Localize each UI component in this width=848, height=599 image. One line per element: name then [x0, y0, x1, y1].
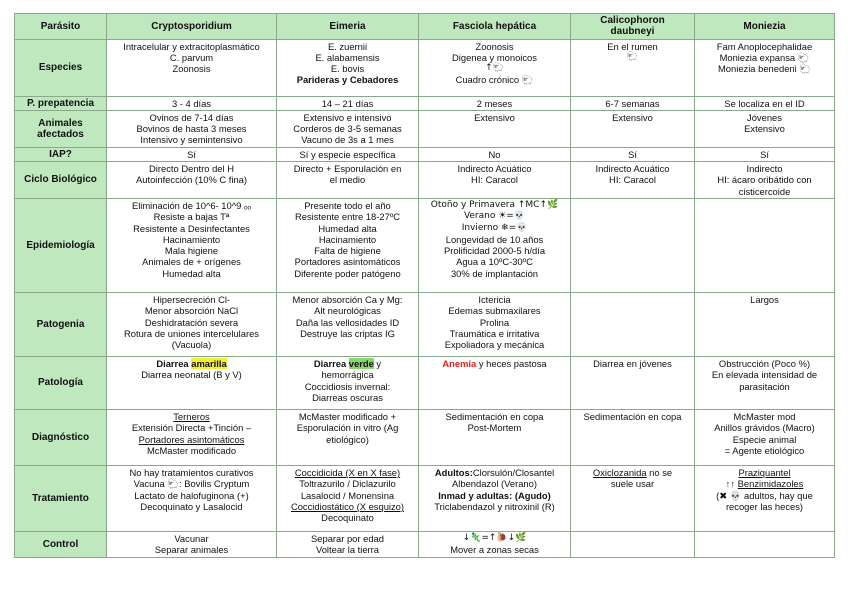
- text-line: McMaster mod: [733, 410, 796, 422]
- text-line: Vacunar: [174, 532, 209, 544]
- text-red: Anemia: [442, 357, 477, 369]
- cell-patologia-calicophoron: [571, 356, 695, 409]
- text-line: No hay tratamientos curativos: [129, 466, 254, 478]
- text-line: Diarrea en jóvenes: [593, 357, 672, 369]
- cell-patogenia-moniezia: [695, 292, 835, 356]
- text-line-underlined: Terneros: [173, 410, 210, 422]
- header-calicophoron-line2: daubneyi: [610, 26, 655, 38]
- cell-iap-fasciola: No: [419, 147, 571, 161]
- text-line: C. parvum: [169, 51, 214, 63]
- text-line: Deshidratación severa: [144, 316, 239, 328]
- cell-diagnostico-fasciola: [419, 409, 571, 465]
- cell-iap-eimeria: Sí y especie específica: [277, 147, 419, 161]
- text-line: Obstrucción (Poco %): [718, 357, 811, 369]
- text-line: cisticercoide: [738, 185, 791, 197]
- rowhead-diagnostico: Diagnóstico: [15, 409, 107, 465]
- text-line: [421, 358, 568, 369]
- text-fragment-underlined: Oxiclozanida: [592, 466, 647, 478]
- text-line: Intracelular y extracitoplasmático: [123, 40, 260, 52]
- cell-patologia-crypto: [107, 356, 277, 409]
- text-line: En el rumen: [607, 40, 658, 52]
- text-line: Mover a zonas secas: [450, 544, 539, 556]
- text-line: Ictericia: [478, 293, 511, 305]
- cell-diagnostico-moniezia: [695, 409, 835, 465]
- cell-epidemiologia-fasciola: [419, 198, 571, 292]
- cell-epidemiologia-eimeria: [277, 198, 419, 292]
- cell-iap-calicophoron: Sí: [571, 147, 695, 161]
- text-line: Vacuno de 3s a 1 mes: [301, 134, 394, 146]
- cell-control-eimeria: [277, 531, 419, 557]
- text-line: Zoonosis: [172, 63, 211, 75]
- parasite-table: [14, 13, 835, 558]
- text-line: Lasalocid / Monensina: [300, 489, 395, 501]
- cell-ciclo-crypto: [107, 162, 277, 199]
- text-line-bold: Inmad y adultas: (Agudo): [438, 489, 551, 501]
- text-line: E. alabamensis: [315, 51, 380, 63]
- rowhead-prepatencia: P. prepatencia: [15, 96, 107, 110]
- text-line: parasitación: [739, 380, 790, 392]
- text-line: Cuadro crónico 🐑: [455, 74, 534, 86]
- text-fragment: no se: [646, 466, 673, 478]
- text-line: E. bovis: [330, 63, 365, 75]
- text-line: Sedimentación en copa: [445, 410, 544, 422]
- text-line: Sedimentación en copa: [583, 410, 682, 422]
- rowhead-iap: IAP?: [15, 147, 107, 161]
- rowhead-ciclo: Ciclo Biológico: [15, 162, 107, 199]
- rowhead-line: Animales: [38, 117, 83, 129]
- cell-iap-crypto: Sí: [107, 147, 277, 161]
- row-especies: [15, 39, 835, 96]
- text-line-bold: Parideras y Cebadores: [296, 74, 399, 86]
- vaccine-sheep-line: Vacuna 🐑: Bovilis Cryptum: [133, 478, 250, 490]
- header-row: [15, 14, 835, 40]
- cell-prepatencia-calicophoron: 6-7 semanas: [571, 96, 695, 110]
- text-line: Eliminación de 10^6- 10^9 ₒₒ: [131, 199, 252, 211]
- double-up-arrow-icon: ↑↑: [725, 478, 738, 490]
- text-fragment: y: [373, 357, 382, 369]
- header-calicophoron: [571, 14, 695, 40]
- text-line: McMaster modificado: [146, 444, 237, 456]
- text-line: McMaster modificado +: [298, 410, 397, 422]
- header-parasito: Parásito: [15, 14, 107, 40]
- text-line: HI: ácaro oribátido con: [717, 174, 812, 186]
- text-line: [279, 358, 416, 369]
- text-line: Extensivo: [744, 123, 785, 135]
- text-line: Mala higiene: [164, 245, 219, 257]
- text-line: Triclabendazol y nitroxinil (R): [434, 500, 555, 512]
- text-line: Traumática e irritativa: [449, 327, 540, 339]
- cell-prepatencia-eimeria: 14 – 21 días: [277, 96, 419, 110]
- text-line: Especie animal: [732, 433, 797, 445]
- cell-especies-crypto: [107, 39, 277, 96]
- cell-patogenia-crypto: [107, 292, 277, 356]
- row-patogenia: [15, 292, 835, 356]
- rowhead-line: afectados: [37, 128, 84, 140]
- text-line: Moniezia expansa 🐑: [719, 51, 810, 63]
- rowhead-patogenia: Patogenia: [15, 292, 107, 356]
- cell-especies-fasciola: [419, 39, 571, 96]
- text-line: Expoliadora y mecánica: [444, 339, 545, 351]
- header-cryptosporidium: Cryptosporidium: [107, 14, 277, 40]
- text-line: Jóvenes: [747, 111, 782, 123]
- text-line: = Agente etiológico: [724, 444, 805, 456]
- cell-diagnostico-crypto: [107, 409, 277, 465]
- row-ciclo: [15, 162, 835, 199]
- text-line: [421, 467, 568, 478]
- cell-especies-calicophoron: [571, 39, 695, 96]
- text-fragment-bold: Adultos:: [434, 466, 473, 478]
- header-moniezia: Moniezia: [695, 14, 835, 40]
- text-line: el medio: [329, 174, 366, 186]
- text-line: Intensivo y semintensivo: [140, 134, 243, 146]
- sheep-icon: 🐑: [626, 51, 639, 62]
- text-line: Voltear la tierra: [315, 544, 380, 556]
- cell-tratamiento-eimeria: [277, 465, 419, 531]
- text-line: hemorrágica: [321, 369, 374, 381]
- text-line-underlined: Portadores asintomáticos: [138, 433, 245, 445]
- text-line: Menor absorción Ca y Mg:: [292, 293, 403, 305]
- text-line: Destruye las criptas IG: [300, 327, 395, 339]
- text-fragment: Diarrea: [313, 357, 349, 369]
- text-line: (Vacuola): [171, 339, 212, 351]
- text-line: Edemas submaxilares: [448, 305, 541, 317]
- cell-patologia-moniezia: [695, 356, 835, 409]
- cell-animales-calicophoron: [571, 110, 695, 147]
- text-line: Diferente poder patógeno: [294, 267, 401, 279]
- rowhead-control: Control: [15, 531, 107, 557]
- cell-patologia-eimeria: [277, 356, 419, 409]
- header-fasciola: Fasciola hepática: [419, 14, 571, 40]
- row-animales: [15, 110, 835, 147]
- text-line: Humedad alta: [162, 267, 221, 279]
- cell-diagnostico-eimeria: [277, 409, 419, 465]
- cell-patogenia-eimeria: [277, 292, 419, 356]
- cell-ciclo-eimeria: [277, 162, 419, 199]
- text-line-underlined: Praziquantel: [738, 466, 791, 478]
- cell-patogenia-fasciola: [419, 292, 571, 356]
- header-eimeria: Eimeria: [277, 14, 419, 40]
- text-line: Bovinos de hasta 3 meses: [136, 123, 247, 135]
- text-line: Diarrea neonatal (B y V): [141, 369, 242, 381]
- text-line: Lactato de halofuginona (+): [134, 489, 249, 501]
- text-line: Indirecto Acuático: [457, 163, 532, 175]
- text-line: Prolina: [479, 316, 510, 328]
- text-line: Extensivo e intensivo: [303, 111, 392, 123]
- text-line: HI: Caracol: [471, 174, 518, 186]
- text-line-underlined: Coccidiostático (X esquizo): [290, 500, 405, 512]
- text-line: Diarreas oscuras: [312, 391, 383, 403]
- row-iap: [15, 147, 835, 161]
- text-line: Autoinfección (10% C fina): [136, 174, 247, 186]
- row-epidemiologia: [15, 198, 835, 292]
- cell-especies-moniezia: [695, 39, 835, 96]
- text-line: Portadores asintomáticos: [294, 256, 401, 268]
- cell-animales-eimeria: [277, 110, 419, 147]
- highlight-yellow: amarilla: [191, 357, 227, 369]
- text-line: Alt neurológicas: [314, 305, 381, 317]
- season-icon-line: Otoño y Primavera ↑MC↑🌿: [430, 199, 559, 210]
- text-line: Separar por edad: [311, 532, 384, 544]
- cell-tratamiento-moniezia: [695, 465, 835, 531]
- cell-patogenia-calicophoron: [571, 292, 695, 356]
- cell-tratamiento-calicophoron: [571, 465, 695, 531]
- text-line: etiológico): [326, 433, 369, 445]
- text-fragment: y heces pastosa: [476, 357, 547, 369]
- text-fragment: Clorsulón/Closantel: [472, 466, 555, 478]
- text-line: Resiste a bajas Tª: [153, 211, 230, 223]
- cell-control-calicophoron: [571, 531, 695, 557]
- text-line: HI: Caracol: [609, 174, 656, 186]
- text-line: Extensivo: [474, 111, 515, 123]
- text-line: Menor absorción NaCl: [144, 305, 239, 317]
- cell-control-moniezia: [695, 531, 835, 557]
- cell-animales-fasciola: [419, 110, 571, 147]
- rowhead-tratamiento: Tratamiento: [15, 465, 107, 531]
- cell-prepatencia-crypto: 3 - 4 días: [107, 96, 277, 110]
- text-line: Longevidad de 10 años: [445, 233, 544, 245]
- text-line: Resistente a Desinfectantes: [133, 222, 250, 234]
- rowhead-especies: Especies: [15, 39, 107, 96]
- text-line: Separar animales: [154, 544, 229, 556]
- text-line: Presente todo el año: [304, 199, 391, 211]
- text-line: Post-Mortem: [467, 422, 522, 434]
- sun-skull-icon-line: Verano ☀=💀: [463, 211, 526, 222]
- text-line: 30% de implantación: [450, 267, 539, 279]
- text-line: Hacinamiento: [162, 233, 221, 245]
- cell-control-crypto: [107, 531, 277, 557]
- text-line: Fam Anoplocephalidae: [716, 40, 813, 52]
- cell-tratamiento-crypto: [107, 465, 277, 531]
- cell-control-fasciola: [419, 531, 571, 557]
- cell-ciclo-fasciola: [419, 162, 571, 199]
- text-line: Extensión Directa +Tinción –: [131, 422, 252, 434]
- text-line: Falta de higiene: [314, 245, 381, 257]
- cell-animales-moniezia: [695, 110, 835, 147]
- cell-diagnostico-calicophoron: [571, 409, 695, 465]
- text-line: [573, 467, 692, 478]
- text-line: Directo Dentro del H: [149, 163, 234, 175]
- row-tratamiento: [15, 465, 835, 531]
- snail-grass-icon-line: ↓🦎=↑🐌↓🌿: [462, 532, 527, 543]
- row-control: [15, 531, 835, 557]
- cell-prepatencia-fasciola: 2 meses: [419, 96, 571, 110]
- text-line: Hacinamiento: [318, 233, 377, 245]
- text-line: Ovinos de 7-14 días: [149, 111, 234, 123]
- cell-prepatencia-moniezia: Se localiza en el ID: [695, 96, 835, 110]
- text-line: Rotura de uniones intercelulares: [124, 327, 259, 339]
- text-line: Digenea y monoicos: [452, 51, 537, 63]
- cell-animales-crypto: [107, 110, 277, 147]
- snow-skull-icon-line: Invierno ❄=💀: [461, 222, 528, 233]
- sheep-icon-line: ↑🐑: [485, 63, 504, 74]
- text-line: Corderos de 3-5 semanas: [293, 123, 402, 135]
- text-line: Prolificidad 2000-5 h/día: [443, 245, 546, 257]
- row-prepatencia: [15, 96, 835, 110]
- text-line: Indirecto: [746, 163, 783, 175]
- cell-patologia-fasciola: [419, 356, 571, 409]
- cell-iap-moniezia: Sí: [695, 147, 835, 161]
- text-line: Humedad alta: [318, 222, 377, 234]
- text-line: Coccidiosis invernal:: [304, 380, 391, 392]
- highlight-green: verde: [348, 357, 374, 369]
- text-line: suele usar: [610, 478, 655, 490]
- text-line: Agua a 10ºC-30ºC: [456, 256, 533, 268]
- text-line: Directo + Esporulación en: [293, 163, 402, 175]
- text-line: Albendazol (Verano): [452, 478, 537, 490]
- text-line: Largos: [750, 293, 779, 305]
- rowhead-patologia: Patología: [15, 356, 107, 409]
- text-line: [697, 478, 832, 489]
- text-line: Extensivo: [612, 111, 653, 123]
- text-line: Anillos grávidos (Macro): [714, 422, 815, 434]
- cell-tratamiento-fasciola: [419, 465, 571, 531]
- text-line-bold: [109, 358, 274, 369]
- header-calicophoron-line1: Calicophoron: [600, 15, 665, 26]
- text-line: Hipersecreción Cl-: [152, 293, 231, 305]
- text-line: E. zuernii: [327, 40, 368, 52]
- text-line: Esporulación in vitro (Ag: [296, 422, 399, 434]
- text-line: Daña las vellosidades ID: [295, 316, 400, 328]
- cell-epidemiologia-calicophoron: [571, 198, 695, 292]
- text-line: Decoquinato: [321, 512, 374, 524]
- cell-epidemiologia-moniezia: [695, 198, 835, 292]
- cell-ciclo-moniezia: [695, 162, 835, 199]
- text-line: Toltrazurilo / Diclazurilo: [299, 478, 396, 490]
- text-line: Moniezia benedeni 🐑: [718, 63, 811, 75]
- text-fragment-underlined: Benzimidazoles: [737, 478, 804, 490]
- cell-epidemiologia-crypto: [107, 198, 277, 292]
- row-diagnostico: [15, 409, 835, 465]
- rowhead-animales: [15, 110, 107, 147]
- cross-skull-icon-line: (✖ 💀 adultos, hay que: [716, 489, 813, 501]
- text-line: Indirecto Acuático: [595, 163, 670, 175]
- text-line: En elevada intensidad de: [711, 369, 818, 381]
- rowhead-epidemiologia: Epidemiología: [15, 198, 107, 292]
- cell-ciclo-calicophoron: [571, 162, 695, 199]
- text-line: Decoquinato y Lasalocid: [140, 500, 243, 512]
- text-line-underlined: Coccidicida (X en X fase): [294, 466, 401, 478]
- row-patologia: [15, 356, 835, 409]
- text-line: recoger las heces): [725, 500, 804, 512]
- text-line: Zoonosis: [475, 40, 514, 52]
- cell-especies-eimeria: [277, 39, 419, 96]
- text-line: Animales de + orígenes: [142, 256, 241, 268]
- text-fragment: Diarrea: [156, 357, 192, 369]
- text-line: Resistente entre 18-27ºC: [294, 211, 401, 223]
